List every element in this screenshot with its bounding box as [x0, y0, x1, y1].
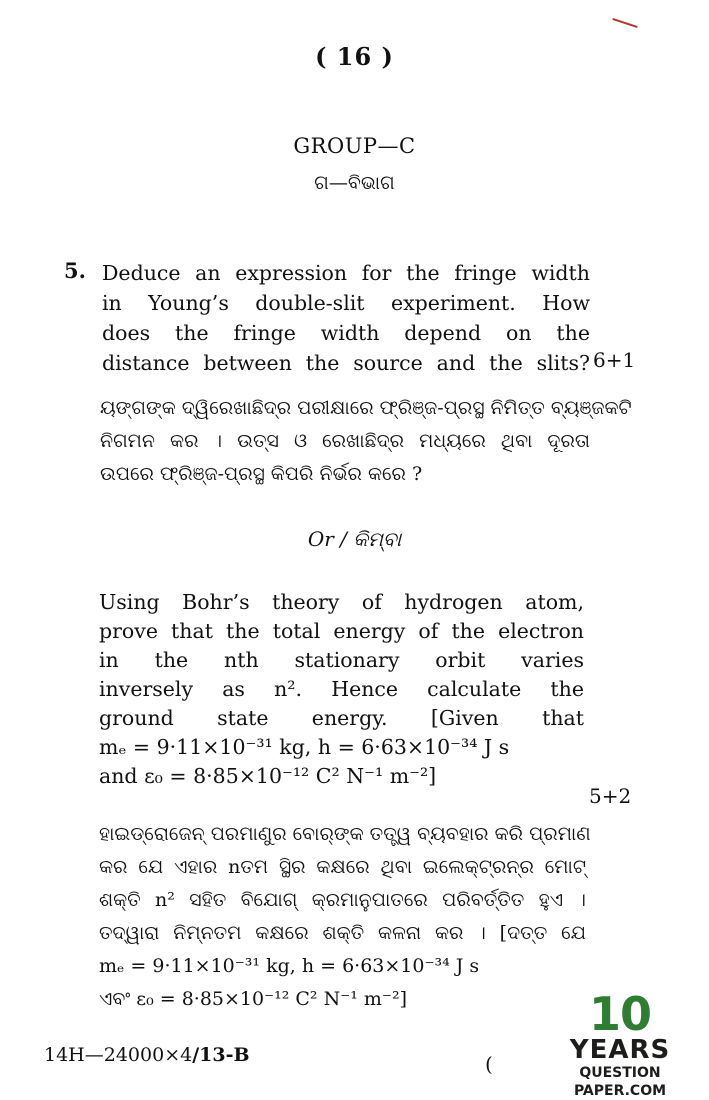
group-title: GROUP—C [293, 134, 416, 158]
question-line: distance between the source and the slits? [102, 351, 590, 375]
scan-mark [612, 18, 637, 28]
or-separator: Or / କିମ୍ବା [307, 527, 402, 551]
question-5-marks: 6+1 [593, 348, 636, 372]
logo-site: QUESTION PAPER.COM [573, 1065, 667, 1099]
logo-number: 10 [588, 987, 651, 1041]
footer-print-code: 14H—24000×4 [44, 1044, 193, 1066]
question-5-english [102, 258, 590, 378]
logo-years: YEARS [569, 1035, 671, 1065]
odia-line: ଶକ୍ତି n² ସହିତ ବିଯୋଗ୍ କ୍ରମାନୁପାତରେ ପରିବର୍ତ୍ତିତ ହୁଏ । [99, 889, 586, 911]
question-line: ground state energy. [Given that [99, 706, 584, 730]
question-line: does the fringe width depend on the [102, 321, 590, 345]
question-line: prove that the total energy of the electron [99, 619, 584, 643]
given-equation-2: and ε₀ = 8·85×10⁻¹² C² N⁻¹ m⁻²] [99, 764, 437, 788]
question-line: Deduce an expression for the fringe width [102, 261, 590, 285]
question-line: in Young’s double-slit experiment. How [102, 291, 590, 315]
group-title-odia: ଗ—ବିଭାଗ [314, 172, 395, 194]
watermark-logo [540, 987, 700, 1100]
question-5-alt-english [99, 588, 584, 791]
footer-set-code: /13-B [192, 1044, 250, 1066]
question-5-alt-odia [99, 818, 591, 1016]
footer-code [44, 1044, 250, 1066]
odia-line: ହାଇଡ୍ରୋଜେନ୍ ପରମାଣୁର ବୋର୍‌ଙ୍କ ତତ୍ତ୍ୱ ବ୍ୟବହାର କରି ପ୍ରମାଣ [99, 823, 591, 845]
question-line: inversely as n². Hence calculate the [99, 677, 584, 701]
question-5-alt-marks: 5+2 [589, 784, 632, 808]
odia-given-equation-2: ଏବଂ ε₀ = 8·85×10⁻¹² C² N⁻¹ m⁻²] [99, 988, 407, 1010]
question-line: Using Bohr’s theory of hydrogen atom, [99, 590, 584, 614]
odia-line: ତଦ୍ୱାରା ନିମ୍ନତମ କକ୍ଷରେ ଶକ୍ତି କଳନା କର । [ଦତ୍ତ ଯେ [99, 922, 586, 944]
odia-given-equation-1: mₑ = 9·11×10⁻³¹ kg, h = 6·63×10⁻³⁴ J s [99, 955, 480, 977]
given-equation-1: mₑ = 9·11×10⁻³¹ kg, h = 6·63×10⁻³⁴ J s [99, 735, 510, 759]
odia-line: ୟଙ୍ଗଙ୍କ ଦ୍ୱିରେଖାଛିଦ୍ର ପରୀକ୍ଷାରେ ଫ୍ରିଞ୍ଜ-ପ୍ରସ୍ଥ ନିମିତ୍ତ ବ୍ୟଞ୍ଜକଟି [100, 397, 632, 419]
question-line: in the nth stationary orbit varies [99, 648, 584, 672]
page-number: ( 16 ) [315, 42, 394, 71]
footer-mark: ( [485, 1052, 493, 1076]
odia-line: ଉପରେ ଫ୍ରିଞ୍ଜ-ପ୍ରସ୍ଥ କିପରି ନିର୍ଭର କରେ ? [100, 463, 423, 485]
question-number: 5. [64, 258, 86, 283]
odia-line: କର ଯେ ଏହାର nତମ ସ୍ଥିର କକ୍ଷରେ ଥିବା ଇଲେକ୍‌ଟ୍ରନ୍‌ର ମୋଟ୍ [99, 856, 586, 878]
question-5-odia [100, 392, 632, 491]
odia-line: ନିଗମନ କର । ଉତ୍ସ ଓ ରେଖାଛିଦ୍ର ମଧ୍ୟରେ ଥିବା ଦୂରତା [100, 430, 590, 452]
